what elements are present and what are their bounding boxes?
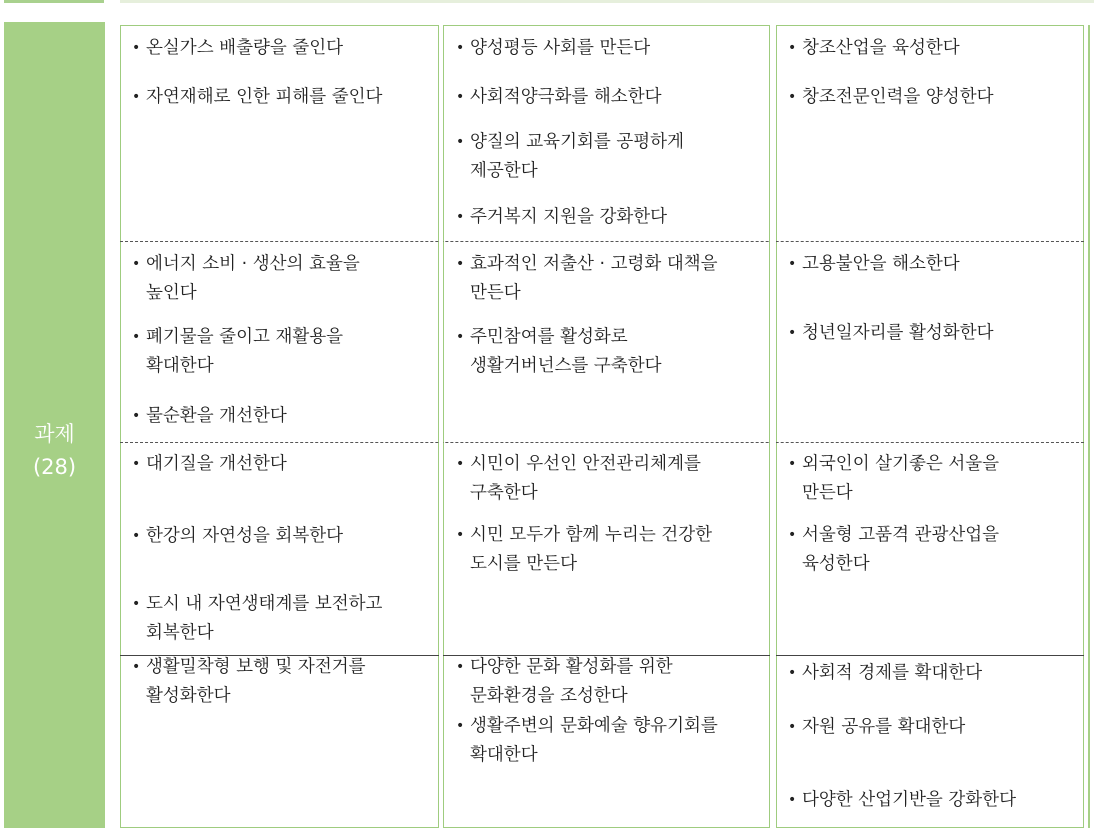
bullet-icon: • (132, 40, 141, 56)
bullet-icon: • (456, 456, 465, 472)
list-item (780, 521, 999, 579)
bullet-icon: • (456, 256, 465, 272)
list-item (124, 522, 343, 551)
list-item-text: 효과적인 저출산 · 고령화 대책을 만든다 (470, 254, 718, 303)
list-item-text: 생활주변의 문화예술 향유기회를 확대한다 (470, 716, 718, 765)
list-item-text: 주민참여를 활성화로 생활거버넌스를 구축한다 (470, 327, 662, 376)
list-item-text: 도시 내 자연생태계를 보전하고 회복한다 (146, 594, 383, 643)
bullet-icon: • (456, 89, 465, 105)
top-strip-light (120, 0, 1094, 3)
list-item-text: 대기질을 개선한다 (146, 454, 287, 474)
bullet-icon: • (788, 792, 797, 808)
bullet-icon: • (788, 527, 797, 543)
list-item-text: 자연재해로 인한 피해를 줄인다 (146, 87, 383, 107)
bullet-icon: • (788, 665, 797, 681)
list-item-text: 폐기물을 줄이고 재활용을 확대한다 (146, 327, 344, 376)
bullet-icon: • (456, 718, 465, 734)
bullet-icon: • (456, 329, 465, 345)
bullet-icon: • (788, 40, 797, 56)
category-label-count: (28) (32, 455, 77, 479)
bullet-icon: • (132, 408, 141, 424)
list-item (124, 590, 382, 648)
list-item-text: 온실가스 배출량을 줄인다 (146, 38, 344, 58)
separator-gap (439, 240, 443, 243)
list-item (448, 34, 650, 63)
list-item (124, 402, 287, 431)
row-separator (120, 442, 1084, 443)
bullet-icon: • (132, 659, 141, 675)
bullet-icon: • (132, 329, 141, 345)
list-item (124, 653, 366, 711)
list-item (124, 450, 287, 479)
list-item (448, 250, 718, 308)
list-item (780, 713, 965, 742)
list-item-text: 고용불안을 해소한다 (802, 254, 960, 274)
list-item-text: 다양한 산업기반을 강화한다 (802, 790, 1016, 810)
separator-gap (439, 654, 443, 657)
bullet-icon: • (456, 209, 465, 225)
category-label-cell (4, 22, 105, 828)
bullet-icon: • (788, 719, 797, 735)
bullet-icon: • (788, 89, 797, 105)
bullet-icon: • (132, 456, 141, 472)
bullet-icon: • (132, 256, 141, 272)
table-column-3 (776, 25, 1084, 828)
list-item-text: 한강의 자연성을 회복한다 (146, 526, 344, 546)
bullet-icon: • (456, 659, 465, 675)
top-strip-green (4, 0, 104, 3)
list-item (448, 203, 667, 232)
list-item (780, 450, 999, 508)
list-item (124, 323, 343, 381)
list-item (780, 786, 1016, 815)
list-item-text: 시민 모두가 함께 누리는 건강한 도시를 만든다 (470, 525, 713, 574)
bullet-icon: • (788, 325, 797, 341)
bullet-icon: • (788, 456, 797, 472)
bullet-icon: • (456, 134, 465, 150)
list-item-text: 사회적양극화를 해소한다 (470, 87, 662, 107)
list-item (448, 83, 662, 112)
list-item (124, 83, 382, 112)
list-item (448, 712, 718, 770)
list-item-text: 시민이 우선인 안전관리체계를 구축한다 (470, 454, 701, 503)
list-item (448, 521, 712, 579)
separator-gap (770, 441, 776, 444)
list-item (124, 250, 360, 308)
bullet-icon: • (132, 89, 141, 105)
list-item-text: 서울형 고품격 관광산업을 육성한다 (802, 525, 1000, 574)
list-item-text: 양질의 교육기회를 공평하게 제공한다 (470, 132, 684, 181)
list-item-text: 주거복지 지원을 강화한다 (470, 207, 668, 227)
list-item (448, 653, 673, 711)
list-item (780, 659, 982, 688)
bullet-icon: • (132, 596, 141, 612)
list-item-text: 다양한 문화 활성화를 위한 문화환경을 조성한다 (470, 657, 673, 706)
list-item (780, 319, 994, 348)
bullet-icon: • (788, 256, 797, 272)
bullet-icon: • (456, 527, 465, 543)
separator-gap (770, 654, 776, 657)
list-item (780, 83, 994, 112)
list-item-text: 물순환을 개선한다 (146, 406, 287, 426)
category-label-title: 과제 (34, 422, 75, 446)
list-item (448, 128, 684, 186)
row-separator (120, 241, 1084, 242)
list-item-text: 청년일자리를 활성화한다 (802, 323, 994, 343)
list-item (780, 34, 960, 63)
separator-gap (770, 240, 776, 243)
table-right-edge (1088, 25, 1090, 828)
list-item-text: 창조전문인력을 양성한다 (802, 87, 994, 107)
bullet-icon: • (132, 528, 141, 544)
list-item (448, 450, 701, 508)
list-item-text: 에너지 소비 · 생산의 효율을 높인다 (146, 254, 360, 303)
list-item-text: 자원 공유를 확대한다 (802, 717, 966, 737)
bullet-icon: • (456, 40, 465, 56)
list-item-text: 생활밀착형 보행 및 자전거를 활성화한다 (146, 657, 366, 706)
separator-gap (439, 441, 443, 444)
list-item-text: 창조산업을 육성한다 (802, 38, 960, 58)
category-label (4, 418, 105, 484)
list-item (124, 34, 343, 63)
list-item-text: 외국인이 살기좋은 서울을 만든다 (802, 454, 1000, 503)
list-item (780, 250, 960, 279)
list-item (448, 323, 662, 381)
top-strip (0, 0, 1098, 4)
list-item-text: 양성평등 사회를 만든다 (470, 38, 651, 58)
list-item-text: 사회적 경제를 확대한다 (802, 663, 983, 683)
